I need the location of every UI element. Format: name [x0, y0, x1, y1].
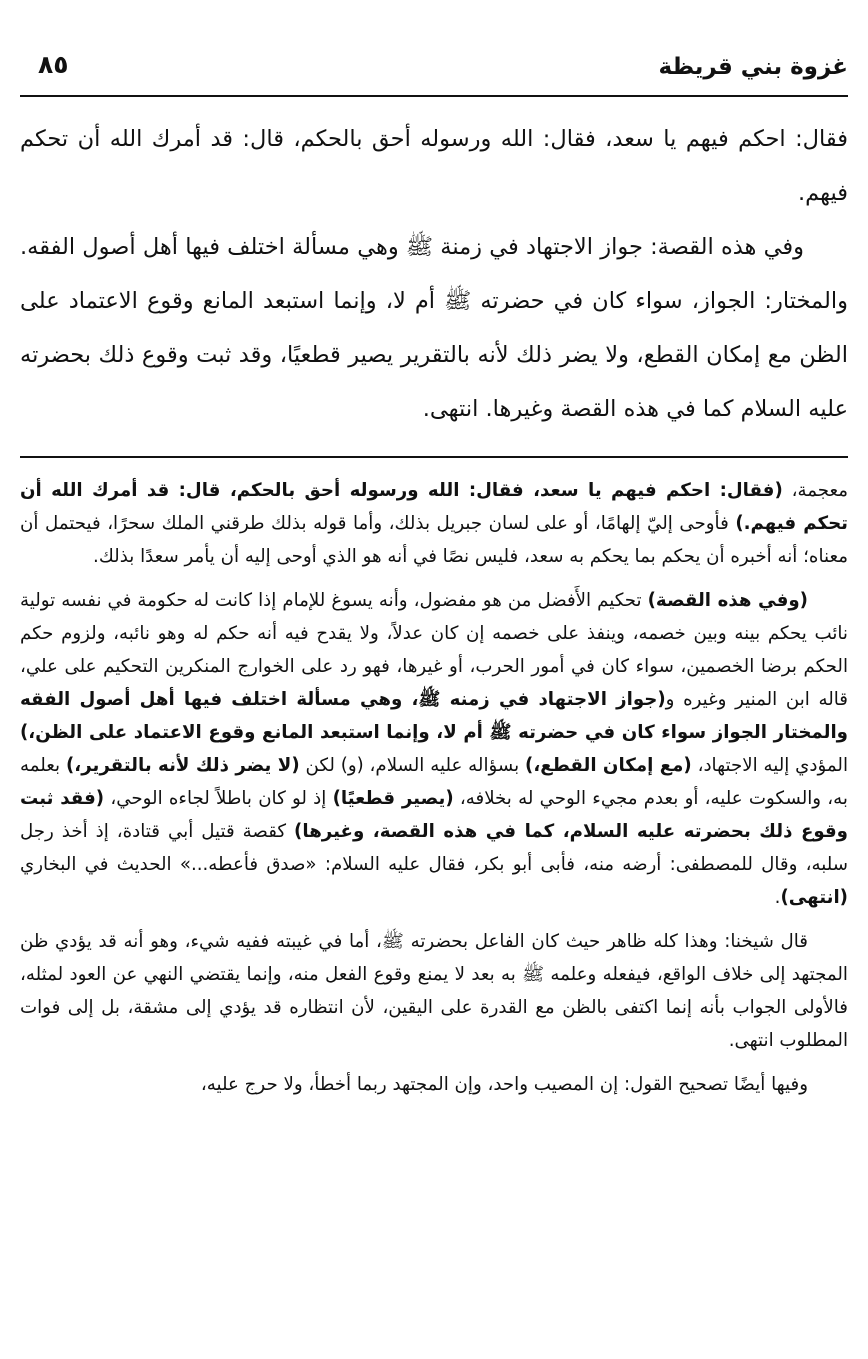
page-number: ٨٥	[38, 50, 69, 79]
main-text	[20, 112, 848, 436]
page-header	[20, 50, 848, 92]
quoted-matn: (لا يضر ذلك لأنه بالتقرير،)	[65, 755, 300, 776]
quoted-matn: (مع إمكان القطع،)	[525, 755, 692, 776]
commentary-text: تحكيم الأَفضل من هو مفضول، وأنه يسوغ للإمام إذا كانت له حكومة في نفسه تولية نائب يحكم بينه وبين خصمه، وينفذ على خصمه إن كان عدلاً، ولا يقدح فيه أنه حكم له وهو نائبه، ولزوم حكم الحكم برضا الخصمين، سواء كان في أمور الحرب، أو غيرها، فهو رد على الخوارج المنكرين التحكيم على علي، قاله ابن المنير وغيره و	[20, 590, 848, 710]
running-title: غزوة بني قريظة	[658, 54, 848, 80]
quoted-matn: (فقد ثبت وقوع ذلك بحضرته عليه السلام، كما في هذه القصة، وغيرها)	[20, 788, 848, 842]
commentary-paragraph-4: وفيها أيضًا تصحيح القول: إن المصيب واحد، وإن المجتهد ربما أخطأ، ولا حرج عليه،	[200, 1074, 808, 1095]
commentary-text: كقصة قتيل أبي قتادة، إذ أخذ رجل سلبه، وقال للمصطفى: أرضه منه، فأبى أبو بكر، فقال عليه السلام: «صدق فأعطه...» الحديث في البخاري	[20, 821, 848, 875]
commentary-text: بسؤاله عليه السلام، (و) لكن	[299, 755, 526, 776]
header-rule	[20, 95, 848, 97]
book-page	[20, 0, 848, 1359]
quoted-matn: (يصير قطعيًا)	[332, 788, 454, 809]
commentary-text: معجمة،	[782, 480, 848, 501]
quoted-matn: (وفي هذه القصة)	[647, 590, 808, 611]
commentary	[20, 474, 848, 1101]
commentary-text: فأوحى إليّ إلهامًا، أو على لسان جبريل بذلك، وأما قوله بذلك طرقني الملك سحرًا، فيحتمل أن معناه؛ أنه أخبره أن يحكم بما يحكم به سعد، فليس نصًا في أنه هو الذي أوحى إليه أن يأمر سعدًا بذلك.	[20, 513, 848, 567]
commentary-text: بعلمه به، والسكوت عليه، أو بعدم مجيء الوحي له بخلافه،	[20, 755, 848, 809]
commentary-paragraph-3: قال شيخنا: وهذا كله ظاهر حيث كان الفاعل بحضرته ﷺ، أما في غيبته ففيه شيء، وهو أنه قد يؤدي ظن المجتهد إلى خلاف الواقع، فيفعله وعلمه ﷺ به بعد لا يمنع وقوع الفعل منه، وإنما يقتضي النهي عن العود لمثله، فالأولى الجواب بأنه إنما اكتفى بالظن مع القدرة على اليقين، لأن انتظاره قد يؤدي إلى مشقة، بل إلى فوات المطلوب انتهى.	[20, 931, 848, 1051]
separator-rule	[20, 456, 848, 458]
commentary-paragraph-1	[20, 474, 848, 573]
quoted-matn: (جواز الاجتهاد في زمنه ﷺ، وهي مسألة اختلف فيها أهل أصول الفقه والمختار الجواز سواء كان في حضرته ﷺ أم لا، وإنما استبعد المانع وقوع الاعتماد على الظن،)	[20, 689, 848, 743]
main-paragraph-2: وفي هذه القصة: جواز الاجتهاد في زمنة ﷺ وهي مسألة اختلف فيها أهل أصول الفقه. والمختار: الجواز، سواء كان في حضرته ﷺ أم لا، وإنما استبعد المانع وقوع الاعتماد على الظن مع إمكان القطع، ولا يضر ذلك لأنه بالتقرير يصير قطعيًا، وقد ثبت وقوع ذلك بحضرته عليه السلام كما في هذه القصة وغيرها. انتهى.	[20, 234, 848, 422]
commentary-text: المؤدي إليه الاجتهاد،	[691, 755, 848, 776]
quoted-matn: (فقال: احكم فيهم يا سعد، فقال: الله ورسوله أحق بالحكم، قال: قد أمرك الله أن تحكم فيهم.)	[20, 480, 849, 534]
commentary-text: إذ لو كان باطلاً لجاءه الوحي،	[104, 788, 333, 809]
main-paragraph-1: فقال: احكم فيهم يا سعد، فقال: الله ورسوله أحق بالحكم، قال: قد أمرك الله أن تحكم فيهم.	[20, 126, 848, 206]
commentary-text: .	[774, 887, 781, 908]
commentary-paragraph-2	[20, 584, 848, 914]
quoted-matn: (انتهى)	[780, 887, 848, 908]
